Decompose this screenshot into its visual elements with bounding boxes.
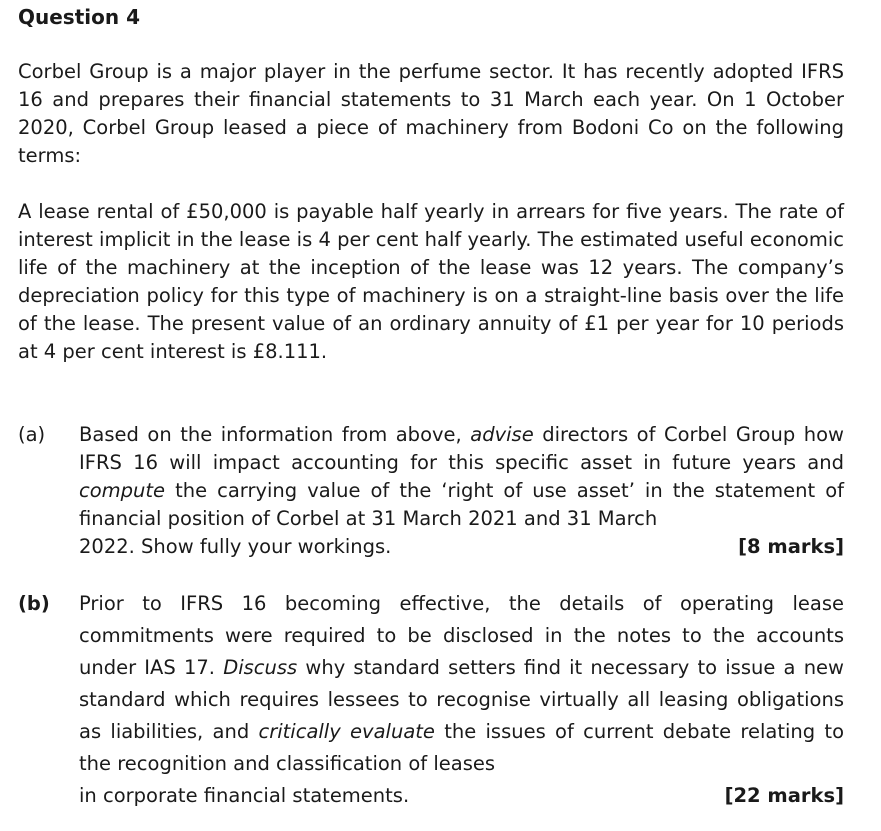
part-a-body [79, 421, 844, 561]
part-b-body [79, 588, 844, 812]
part-b-text-1: Prior to IFRS 16 becoming effective, the details of operating lease commitments were required to be disclosed in the notes to the accounts under IAS 17. [79, 592, 844, 679]
part-b-emphasis-discuss: Discuss [223, 656, 298, 679]
part-a-marks: [8 marks] [738, 535, 844, 558]
part-b-last-line [79, 780, 844, 812]
part-a-text-2: directors of Corbel Group how IFRS 16 will impact accounting for this specific asset in future years and [79, 423, 844, 474]
part-a-text-3: the carrying value of the ‘right of use asset’ in the statement of financial position of Corbel at 31 March 2021 and 31 March [79, 479, 844, 530]
question-title: Question 4 [18, 5, 140, 29]
part-a-label: (a) [18, 423, 46, 446]
part-b-marks: [22 marks] [724, 784, 844, 807]
part-a-last-line-text: 2022. Show fully your workings. [79, 535, 392, 558]
scenario-paragraph-2: A lease rental of £50,000 is payable half yearly in arrears for five years. The rate of interest implicit in the lease is 4 per cent half yearly. The estimated useful economic life of the machinery at the inception of the lease was 12 years. The company’s depreciation policy for this type of machinery is on a straight-line basis over the life of the lease. The present value of an ordinary annuity of £1 per year for 10 periods at 4 per cent interest is £8.111. [18, 200, 844, 363]
part-b-label: (b) [18, 592, 50, 615]
part-b-text-2: why standard setters find it necessary to issue a new standard which requires lessees to recognise virtually all leasing obligations as liabilities, and [79, 656, 845, 743]
part-a-text-1: Based on the information from above, [79, 423, 471, 446]
part-a-emphasis-compute: compute [79, 479, 166, 502]
part-b-last-line-text: in corporate financial statements. [79, 784, 410, 807]
part-b-emphasis-critically-evaluate: critically evaluate [258, 720, 435, 743]
part-b-text-3: the issues of current debate relating to the recognition and classification of leases [79, 720, 844, 775]
scenario-paragraph-1: Corbel Group is a major player in the perfume sector. It has recently adopted IFRS 16 and prepares their financial statements to 31 March each year. On 1 October 2020, Corbel Group leased a piece of machinery from Bodoni Co on the following terms: [18, 60, 844, 167]
part-a-last-line [79, 533, 844, 561]
part-a-emphasis-advise: advise [470, 423, 534, 446]
